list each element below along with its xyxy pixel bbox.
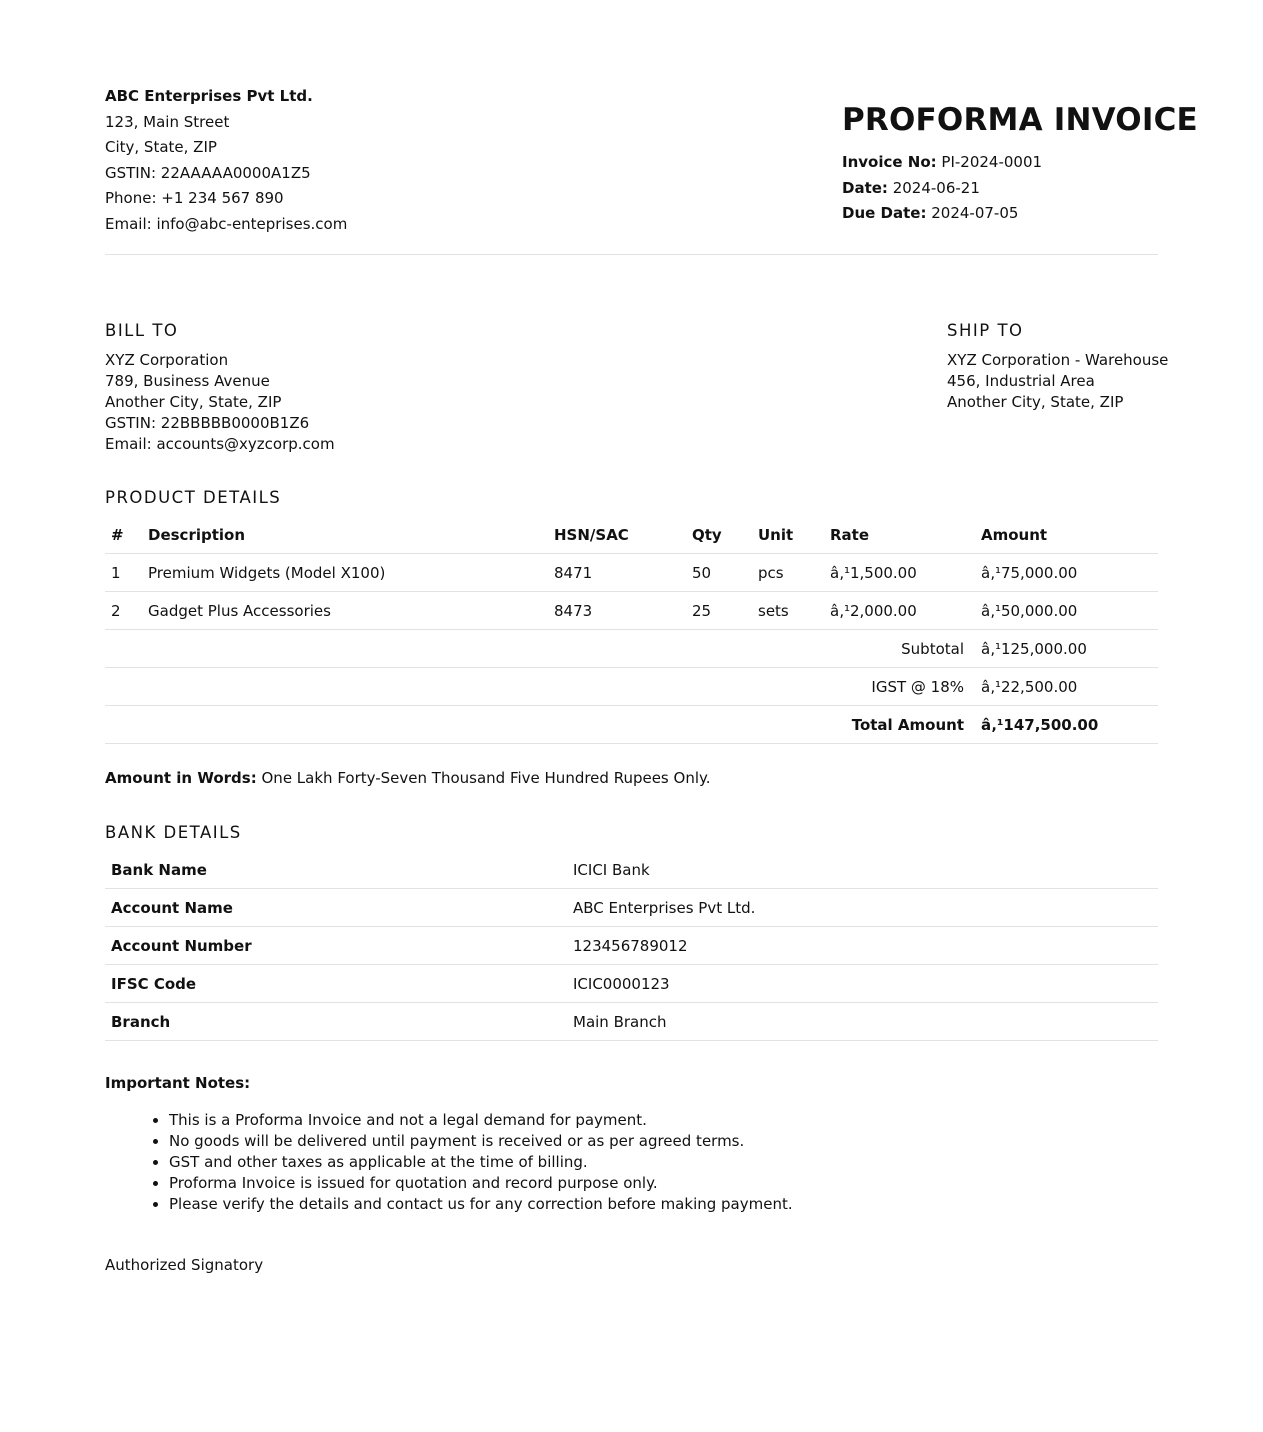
bank-field-value: ICICI Bank <box>567 851 1158 889</box>
company-gstin: GSTIN: 22AAAAA0000A1Z5 <box>105 163 311 182</box>
ship-to-line: 456, Industrial Area <box>947 372 1095 390</box>
total-row <box>105 706 1158 744</box>
row-unit: pcs <box>752 554 824 592</box>
row-number: 1 <box>105 554 142 592</box>
bank-field-label: Bank Name <box>105 851 567 889</box>
subtotal-row <box>105 630 1158 668</box>
invoice-date-line <box>842 176 1042 202</box>
ship-to-heading: SHIP TO <box>947 321 1024 340</box>
company-address-line-2: City, State, ZIP <box>105 138 217 156</box>
row-amount: â‚¹50,000.00 <box>975 592 1158 630</box>
amount-in-words-label: Amount in Words: <box>105 769 257 787</box>
column-header-rate: Rate <box>824 516 975 554</box>
bill-to-heading: BILL TO <box>105 321 179 340</box>
bank-table <box>105 851 1158 1041</box>
row-hsn: 8471 <box>548 554 686 592</box>
row-unit: sets <box>752 592 824 630</box>
notes-list <box>105 1110 1158 1215</box>
bank-field-value: 123456789012 <box>567 927 1158 965</box>
bank-field-label: Account Name <box>105 889 567 927</box>
ship-to-address <box>947 350 1168 413</box>
notes-block <box>105 1110 1158 1215</box>
bank-row <box>105 1003 1158 1041</box>
column-header-number: # <box>105 516 142 554</box>
tax-value: â‚¹22,500.00 <box>975 668 1158 706</box>
row-description: Gadget Plus Accessories <box>142 592 548 630</box>
invoice-due-date: 2024-07-05 <box>931 204 1019 222</box>
row-qty: 25 <box>686 592 752 630</box>
bank-field-value: ICIC0000123 <box>567 965 1158 1003</box>
note-item: • No goods will be delivered until payment is received or as per agreed terms. <box>169 1131 1158 1152</box>
invoice-number-line <box>842 150 1042 176</box>
invoice-number-label: Invoice No: <box>842 153 937 171</box>
product-details-heading: PRODUCT DETAILS <box>105 488 282 507</box>
row-rate: â‚¹1,500.00 <box>824 554 975 592</box>
amount-in-words-value: One Lakh Forty-Seven Thousand Five Hundred Rupees Only. <box>261 769 711 787</box>
row-rate: â‚¹2,000.00 <box>824 592 975 630</box>
bank-field-label: Account Number <box>105 927 567 965</box>
bank-row <box>105 927 1158 965</box>
invoice-number: PI-2024-0001 <box>941 153 1043 171</box>
tax-row <box>105 668 1158 706</box>
invoice-meta <box>842 150 1042 227</box>
row-amount: â‚¹75,000.00 <box>975 554 1158 592</box>
bill-to-line: GSTIN: 22BBBBB0000B1Z6 <box>105 414 310 432</box>
company-address-line-1: 123, Main Street <box>105 112 230 131</box>
product-table-header <box>105 516 1158 554</box>
column-header-qty: Qty <box>686 516 752 554</box>
company-phone: Phone: +1 234 567 890 <box>105 189 284 207</box>
note-item: • Proforma Invoice is issued for quotation and record purpose only. <box>169 1173 1158 1194</box>
note-item: • GST and other taxes as applicable at the time of billing. <box>169 1152 1158 1173</box>
tax-label: IGST @ 18% <box>105 668 975 706</box>
total-value: â‚¹147,500.00 <box>975 706 1158 744</box>
authorized-signatory: Authorized Signatory <box>105 1256 264 1274</box>
product-table <box>105 516 1158 744</box>
bank-field-label: Branch <box>105 1003 567 1041</box>
bank-details-heading: BANK DETAILS <box>105 823 242 842</box>
bill-to-line: Another City, State, ZIP <box>105 393 282 411</box>
bank-field-value: Main Branch <box>567 1003 1158 1041</box>
ship-to-line: Another City, State, ZIP <box>947 393 1124 411</box>
amount-in-words <box>105 769 711 787</box>
row-hsn: 8473 <box>548 592 686 630</box>
table-row <box>105 554 1158 592</box>
row-description: Premium Widgets (Model X100) <box>142 554 548 592</box>
bill-to-address <box>105 350 335 455</box>
company-name: ABC Enterprises Pvt Ltd. <box>105 87 313 105</box>
table-row <box>105 592 1158 630</box>
bank-row <box>105 965 1158 1003</box>
bill-to-line: XYZ Corporation <box>105 351 229 369</box>
invoice-date-label: Date: <box>842 178 888 197</box>
column-header-amount: Amount <box>975 516 1158 554</box>
notes-title: Important Notes: <box>105 1074 251 1092</box>
subtotal-value: â‚¹125,000.00 <box>975 630 1158 668</box>
company-block <box>105 84 347 237</box>
column-header-unit: Unit <box>752 516 824 554</box>
column-header-description: Description <box>142 516 548 554</box>
note-item: • This is a Proforma Invoice and not a legal demand for payment. <box>169 1110 1158 1131</box>
subtotal-label: Subtotal <box>105 630 975 668</box>
invoice-date: 2024-06-21 <box>892 178 980 197</box>
invoice-due-line <box>842 201 1042 227</box>
note-item: • Please verify the details and contact us for any correction before making payment. <box>169 1194 1158 1215</box>
invoice-title: PROFORMA INVOICE <box>842 102 1198 138</box>
header-divider <box>105 254 1158 255</box>
row-number: 2 <box>105 592 142 630</box>
invoice-due-label: Due Date: <box>842 204 927 222</box>
bill-to-line: Email: accounts@xyzcorp.com <box>105 435 335 453</box>
bill-to-line: 789, Business Avenue <box>105 372 270 390</box>
column-header-hsn: HSN/SAC <box>548 516 686 554</box>
row-qty: 50 <box>686 554 752 592</box>
bank-row <box>105 889 1158 927</box>
company-email: Email: info@abc-enteprises.com <box>105 214 348 233</box>
bank-field-value: ABC Enterprises Pvt Ltd. <box>567 889 1158 927</box>
ship-to-line: XYZ Corporation - Warehouse <box>947 351 1169 369</box>
total-label: Total Amount <box>105 706 975 744</box>
bank-field-label: IFSC Code <box>105 965 567 1003</box>
bank-row <box>105 851 1158 889</box>
